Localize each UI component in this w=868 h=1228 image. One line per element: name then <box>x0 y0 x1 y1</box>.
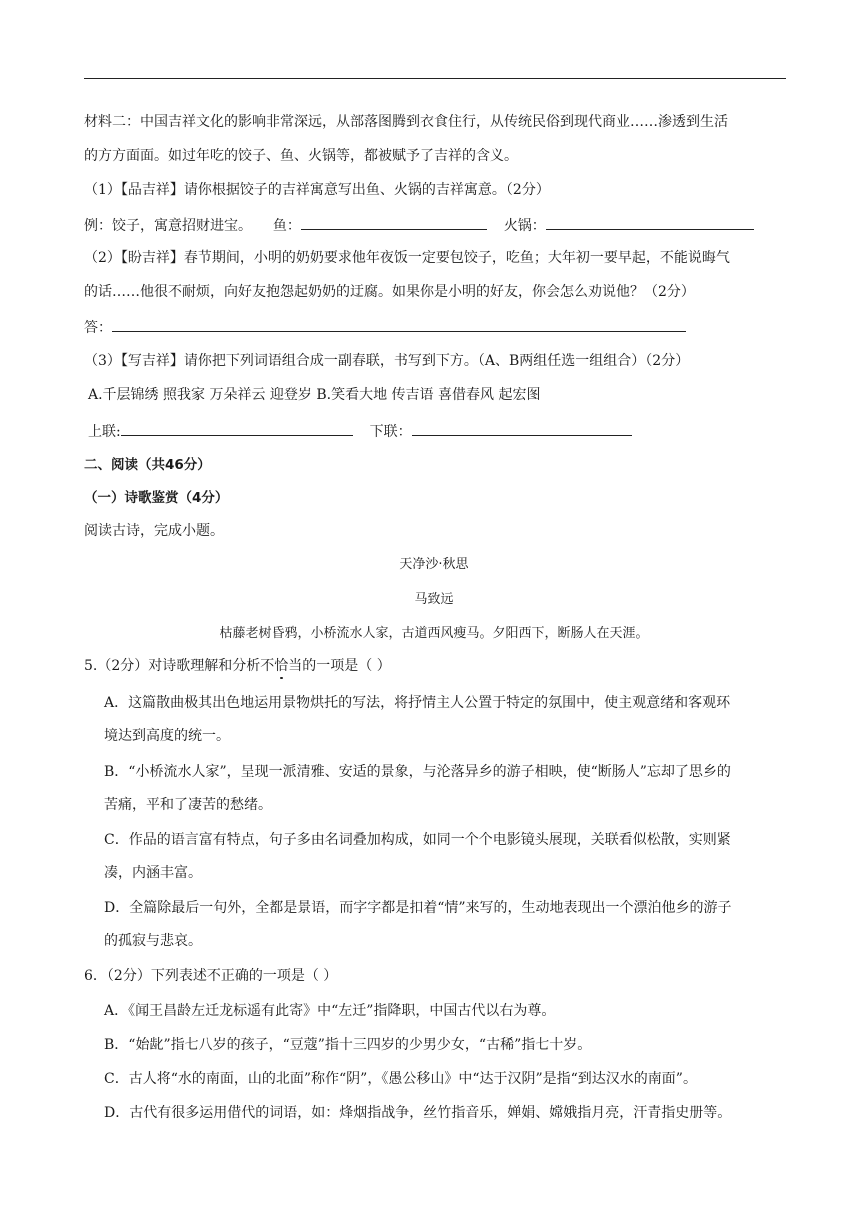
poem-author: 马致远 <box>414 592 454 607</box>
q3-upper-blank[interactable] <box>121 421 353 436</box>
q3-upper-label: 上联: <box>88 424 121 440</box>
q6-stem: 6．（2分）下列表述不正确的一项是（ ） <box>84 968 338 984</box>
q6-option-b: B．“始龀”指七八岁的孩子，“豆蔻”指十三四岁的少男少女，“古稀”指七十岁。 <box>104 1037 592 1053</box>
q5-option-c-line1: C．作品的语言富有特点，句子多由名词叠加构成，如同一个个电影镜头展现，关联看似松散，实则紧 <box>104 832 731 848</box>
q5-option-d-line2: 的孤寂与悲哀。 <box>104 933 202 949</box>
q6-option-c: C．古人将“水的南面，山的北面”称作“阴”，《愚公移山》中“达于汉阴”是指“到达汉水的南面”。 <box>104 1071 697 1087</box>
q5-option-a-line1: A．这篇散曲极其出色地运用景物烘托的写法，将抒情主人公置于特定的氛围中，使主观意绪和客观环 <box>104 695 731 711</box>
poem-title: 天净沙·秋思 <box>399 557 469 572</box>
q2-line1: （2）【盼吉祥】春节期间，小明的奶奶要求他年夜饭一定要包饺子，吃鱼；大年初一要早起，不能说晦气 <box>84 250 730 266</box>
q6-option-d: D．古代有很多运用借代的词语，如：烽烟指战争，丝竹指音乐，婵娟、嫦娥指月亮，汗青指史册等。 <box>104 1105 732 1121</box>
q5-option-a-line2: 境达到高度的统一。 <box>104 728 230 744</box>
section2-heading: 二、阅读（共46分） <box>84 457 211 473</box>
q5-stem-emphasis: 不恰当 <box>260 658 303 674</box>
q2-answer-row <box>84 317 686 337</box>
q1-fish-label: 鱼： <box>272 218 301 234</box>
q1-hotpot-blank[interactable] <box>546 215 754 230</box>
q2-line2: 的话……他很不耐烦，向好友抱怨起奶奶的迂腐。如果你是小明的好友，你会怎么劝说他？（2分） <box>84 284 695 300</box>
material2-line1: 材料二：中国吉祥文化的影响非常深远，从部落图腾到衣食住行，从传统民俗到现代商业……渗透到生活 <box>84 114 728 130</box>
header-rule <box>84 78 786 79</box>
q5-stem-before: 5.（2分）对诗歌理解和分析 <box>84 658 261 674</box>
q2-answer-blank[interactable] <box>112 317 686 332</box>
q2-answer-label: 答： <box>84 320 112 336</box>
q3-lower-blank[interactable] <box>412 421 632 436</box>
q5-option-d-line1: D．全篇除最后一句外，全都是景语，而字字都是扣着“情”来写的，生动地表现出一个漂泊他乡的游子 <box>104 900 732 916</box>
q5-stem-after: 的一项是（ ） <box>302 658 391 674</box>
q3-options: A.千层锦绣 照我家 万朵祥云 迎登岁 B.笑看大地 传吉语 喜借春风 起宏图 <box>88 387 541 403</box>
q3-lower-label: 下联： <box>369 424 412 440</box>
material2-line2: 的方方面面。如过年吃的饺子、鱼、火锅等，都被赋予了吉祥的含义。 <box>84 148 518 164</box>
q1-example: 例：饺子，寓意招财进宝。 <box>84 218 252 234</box>
q1-answer-row <box>84 215 754 235</box>
q3-prompt: （3）【写吉祥】请你把下列词语组合成一副春联，书写到下方。（A、B两组任选一组组合）（2分） <box>84 353 690 369</box>
q1-fish-blank[interactable] <box>301 215 487 230</box>
q3-answer-row <box>88 421 632 441</box>
q5-option-b-line2: 苦痛，平和了凄苦的愁绪。 <box>104 797 272 813</box>
section2-subheading: （一）诗歌鉴赏（4分） <box>84 490 229 506</box>
poem-text: 枯藤老树昏鸦，小桥流水人家，古道西风瘦马。夕阳西下，断肠人在天涯。 <box>219 626 649 641</box>
q1-hotpot-label: 火锅： <box>503 218 546 234</box>
section2-instruction: 阅读古诗，完成小题。 <box>84 523 224 539</box>
q6-option-a: A．《闻王昌龄左迁龙标遥有此寄》中“左迁”指降职，中国古代以右为尊。 <box>104 1003 556 1019</box>
q5-option-c-line2: 凑，内涵丰富。 <box>104 865 202 881</box>
q5-option-b-line1: B．“小桥流水人家”，呈现一派清雅、安适的景象，与沦落异乡的游子相映，使“断肠人”忘却了思乡的 <box>104 764 731 780</box>
q5-stem <box>84 657 391 675</box>
q1-prompt: （1）【品吉祥】请你根据饺子的吉祥寓意写出鱼、火锅的吉祥寓意。（2分） <box>84 182 550 198</box>
